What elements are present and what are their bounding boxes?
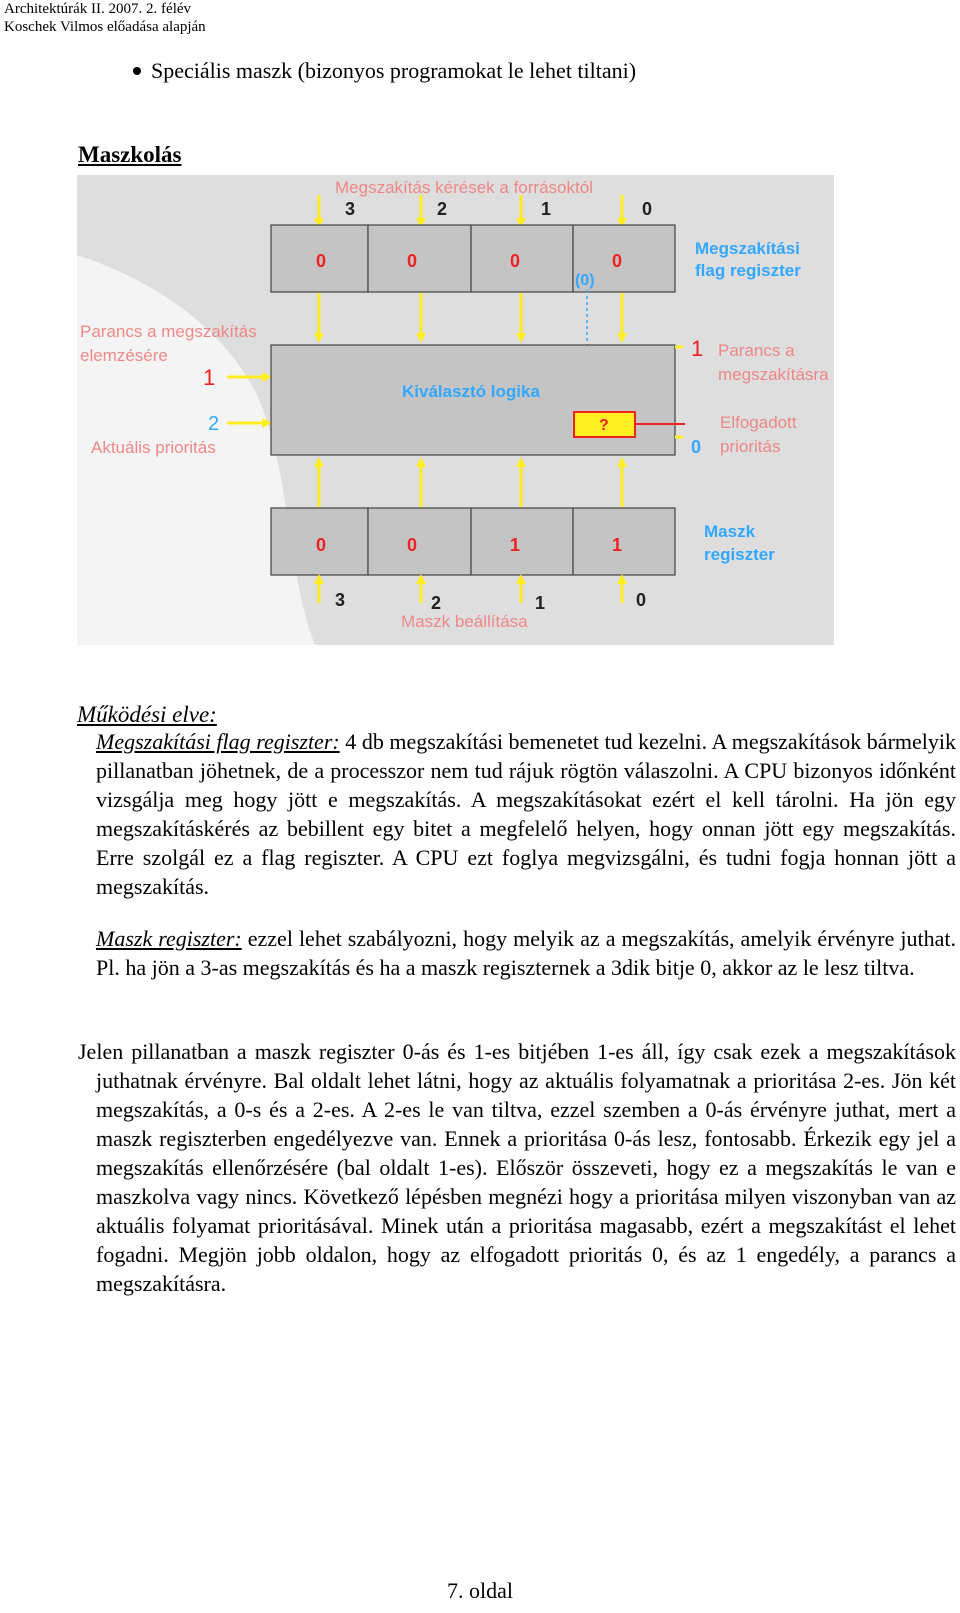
bottom-number-1: 1 <box>535 593 546 613</box>
top-number-1: 1 <box>541 199 552 219</box>
right-value-2: 0 <box>691 437 702 457</box>
mask-register-label-1: Maszk <box>704 522 756 541</box>
page-number: 7. oldal <box>447 1578 513 1603</box>
bottom-number-2: 2 <box>431 593 442 613</box>
flag-register <box>271 225 675 292</box>
flag-bit-0: 0 <box>612 251 623 271</box>
right-label-2b: prioritás <box>720 437 781 456</box>
top-number-2: 2 <box>437 199 448 219</box>
bottom-number-0: 0 <box>636 590 647 610</box>
left-value-1: 1 <box>203 365 216 390</box>
selection-logic-label: Kiválasztó logika <box>402 382 540 401</box>
flag-register-term: Megszakítási flag regiszter: <box>96 729 340 754</box>
mask-setting-label: Maszk beállítása <box>401 612 528 631</box>
flag-bit-2: 0 <box>407 251 418 271</box>
paragraph-mask-register <box>96 924 956 982</box>
header-line-1: Architektúrák II. 2007. 2. félév <box>4 1 192 17</box>
mask-register-label-2: regiszter <box>704 545 775 564</box>
mask-bit-1: 1 <box>510 535 521 555</box>
working-principle-heading: Működési elve: <box>77 702 217 727</box>
flag-register-label-1: Megszakítási <box>695 239 800 258</box>
top-number-3: 3 <box>345 199 356 219</box>
paragraph-explanation <box>78 1037 956 1298</box>
bullet-text: Speciális maszk (bizonyos programokat le lehet tiltani) <box>151 58 637 83</box>
header-line-2: Koschek Vilmos előadása alapján <box>4 19 206 35</box>
flag-register-label-2: flag regiszter <box>695 261 801 280</box>
top-sources-label: Megszakítás kérések a forrásoktól <box>335 178 593 197</box>
bullet-dot-icon <box>133 67 141 75</box>
masking-diagram <box>77 175 834 645</box>
flag-bit-1: 0 <box>510 251 521 271</box>
mask-bit-0: 1 <box>612 535 623 555</box>
right-label-2a: Elfogadott <box>720 413 797 432</box>
explanation-text: Jelen pillanatban a maszk regiszter 0-ás és 1-es bitjében 1-es áll, így csak ezek a megszakítások juthatnak érvényre. Bal oldalt lehet látni, hogy az aktuális folyamatnak a prioritása 2-es. Jön két megszakítás, a 0-s és a 2-es. A 2-es le van tiltva, ezzel szemben a 0-ás érvényre juthat, mert a maszk regiszterben engedélyezve van. Ennek a prioritása 0-ás lesz, fontosabb. Érkezik egy jel a megszakítás ellenőrzésére (bal oldalt 1-es). Először összeveti, hogy ez a megszakítás le van e maszkolva vagy nincs. Következő lépésben megnézi hogy a prioritása milyen viszonyban van az aktuális folyamat prioritásával. Minek után a prioritása magasabb, ezért a megszakítást el lehet fogadni. Megjön jobb oldalon, hogy az elfogadott prioritás 0, és az 1 engedély, a parancs a megszakításra. <box>78 1039 956 1296</box>
right-value-1: 1 <box>691 336 704 361</box>
question-mark: ? <box>599 417 609 434</box>
right-label-1a: Parancs a <box>718 341 795 360</box>
bullet-item <box>133 58 636 84</box>
mask-register <box>271 508 675 575</box>
left-label-2: elemzésére <box>80 346 168 365</box>
flag-zero-paren: (0) <box>575 272 595 289</box>
mask-bit-3: 0 <box>316 535 327 555</box>
right-label-1b: megszakításra <box>718 365 829 384</box>
paragraph-flag-register <box>96 727 956 901</box>
bottom-number-3: 3 <box>335 590 346 610</box>
section-title: Maszkolás <box>78 142 182 167</box>
flag-bit-3: 0 <box>316 251 327 271</box>
left-label-1: Parancs a megszakítás <box>80 322 257 341</box>
top-number-0: 0 <box>642 199 653 219</box>
mask-register-term: Maszk regiszter: <box>96 926 242 951</box>
mask-bit-2: 0 <box>407 535 418 555</box>
mask-register-body: ezzel lehet szabályozni, hogy melyik az a megszakítás, amelyik érvényre juthat. Pl. ha jön a 3-as megszakítás és ha a maszk regiszternek a 3dik bitje 0, akkor az le lesz tiltva. <box>96 926 956 980</box>
flag-register-body: 4 db megszakítási bemenetet tud kezelni. A megszakítások bármelyik pillanatban jöhetnek, de a processzor nem tud rájuk rögtön válaszolni. A CPU bizonyos időnként vizsgálja meg hogy jött e megszakítás. A megszakításokat ezért el kell tárolni. Ha jön egy megszakításkérés az bebillent egy bitet a megfelelő helyen, hogy onnan jött egy megszakítás. Erre szolgál ez a flag regiszter. A CPU ezt foglya megvizsgálni, és tudni fogja honnan jött a megszakítás. <box>96 729 956 899</box>
left-value-2: 2 <box>208 413 220 435</box>
current-priority-label: Aktuális prioritás <box>91 438 216 457</box>
